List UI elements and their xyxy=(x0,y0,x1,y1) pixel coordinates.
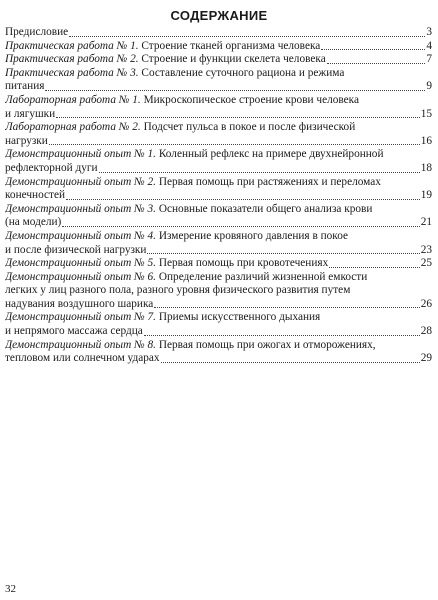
toc-entry-title: Первая помощь при кровотечениях xyxy=(156,257,329,270)
toc-entry-title: питания xyxy=(5,80,45,93)
toc-entry-title: Измерение кровяного давления в покое xyxy=(156,229,349,242)
dot-leader xyxy=(69,36,425,37)
toc-page-number: 3 xyxy=(426,26,432,38)
toc-entry-type: Демонстрационный опыт № 1. xyxy=(5,148,157,161)
toc-entry-type: Демонстрационный опыт № 2. xyxy=(5,175,157,188)
toc-entry-title: Определение различий жизненной емкости xyxy=(156,270,368,283)
toc-line xyxy=(5,40,432,54)
dot-leader xyxy=(161,362,420,363)
toc-page-number: 28 xyxy=(420,325,432,338)
toc-entry-title: (на модели) xyxy=(5,216,62,229)
toc-line xyxy=(5,257,432,271)
toc-entry-type: Демонстрационный опыт № 8. xyxy=(5,338,157,351)
toc-entry[interactable] xyxy=(5,53,432,67)
toc-page-number: 16 xyxy=(420,134,432,147)
table-of-contents xyxy=(5,26,432,366)
toc-entry[interactable] xyxy=(5,26,432,40)
toc-entry-type: Демонстрационный опыт № 6. xyxy=(5,270,157,283)
toc-line xyxy=(5,121,432,135)
toc-entry-title: Приемы искусственного дыхания xyxy=(156,311,321,324)
dot-leader xyxy=(99,172,420,173)
toc-page-number: 9 xyxy=(426,80,432,93)
toc-page-number: 29 xyxy=(420,352,432,365)
toc-entry-type: Практическая работа № 2. xyxy=(5,53,139,66)
toc-entry-title: Коленный рефлекс на примере двухнейронной xyxy=(156,148,384,161)
toc-page-number: 25 xyxy=(420,257,432,270)
page-title: СОДЕРЖАНИЕ xyxy=(170,8,268,23)
dot-leader xyxy=(62,226,419,227)
toc-line xyxy=(5,352,432,366)
dot-leader xyxy=(327,63,426,64)
toc-line xyxy=(5,230,432,244)
toc-page-number: 4 xyxy=(426,39,432,52)
toc-line xyxy=(5,135,432,149)
toc-entry-title: и непрямого массажа сердца xyxy=(5,325,143,338)
toc-page-number: 18 xyxy=(420,161,432,174)
toc-line xyxy=(5,148,432,162)
toc-line xyxy=(5,189,432,203)
dot-leader xyxy=(45,90,425,91)
toc-page-number: 21 xyxy=(420,216,432,229)
toc-entry[interactable] xyxy=(5,271,432,312)
toc-page-number: 26 xyxy=(420,297,432,310)
toc-entry-type: Демонстрационный опыт № 3. xyxy=(5,202,157,215)
toc-entry[interactable] xyxy=(5,94,432,121)
toc-line xyxy=(5,94,432,108)
toc-entry-title: конечностей xyxy=(5,189,66,202)
toc-line xyxy=(5,176,432,190)
toc-page-number: 23 xyxy=(420,243,432,256)
toc-entry-title: и после физической нагрузки xyxy=(5,243,147,256)
toc-entry[interactable] xyxy=(5,257,432,271)
toc-line xyxy=(5,203,432,217)
toc-entry-type: Демонстрационный опыт № 7. xyxy=(5,311,157,324)
toc-entry-title: нагрузки xyxy=(5,134,48,147)
toc-entry-type: Практическая работа № 3. xyxy=(5,66,139,79)
dot-leader xyxy=(56,117,419,118)
toc-entry-type: Демонстрационный опыт № 4. xyxy=(5,229,157,242)
toc-entry-title: и лягушки xyxy=(5,107,56,120)
toc-entry-type: Лабораторная работа № 1. xyxy=(5,93,141,106)
toc-entry[interactable] xyxy=(5,121,432,148)
toc-entry[interactable] xyxy=(5,176,432,203)
toc-line xyxy=(5,339,432,353)
toc-entry[interactable] xyxy=(5,339,432,366)
toc-line xyxy=(5,311,432,325)
toc-line xyxy=(5,53,432,67)
toc-line xyxy=(5,325,432,339)
toc-entry-title: Подсчет пульса в покое и после физической xyxy=(140,121,356,134)
toc-entry[interactable] xyxy=(5,311,432,338)
toc-line xyxy=(5,162,432,176)
toc-entry-type: Практическая работа № 1. xyxy=(5,39,139,52)
toc-line xyxy=(5,271,432,285)
dot-leader xyxy=(147,253,419,254)
toc-entry-title: Первая помощь при ожогах и отморожениях, xyxy=(156,338,376,351)
toc-entry[interactable] xyxy=(5,148,432,175)
toc-page-number: 15 xyxy=(420,107,432,120)
toc-line xyxy=(5,26,432,40)
toc-page-number: 19 xyxy=(420,189,432,202)
toc-line xyxy=(5,298,432,312)
toc-line xyxy=(5,244,432,258)
toc-entry-title: Первая помощь при растяжениях и переломах xyxy=(156,175,381,188)
toc-entry-type: Демонстрационный опыт № 5. xyxy=(5,257,157,270)
toc-line xyxy=(5,67,432,81)
toc-entry[interactable] xyxy=(5,40,432,54)
toc-entry-title: Составление суточного рациона и режима xyxy=(138,66,345,79)
dot-leader xyxy=(321,49,425,50)
toc-entry-type: Лабораторная работа № 2. xyxy=(5,121,141,134)
dot-leader xyxy=(329,267,419,268)
dot-leader xyxy=(49,144,420,145)
toc-line xyxy=(5,80,432,94)
page-number: 32 xyxy=(5,583,16,595)
toc-line xyxy=(5,284,432,298)
toc-entry[interactable] xyxy=(5,230,432,257)
toc-entry-title: тепловом или солнечном ударах xyxy=(5,352,160,365)
toc-entry[interactable] xyxy=(5,67,432,94)
toc-line xyxy=(5,216,432,230)
toc-entry-title: Предисловие xyxy=(5,26,69,38)
toc-entry-title: легких у лиц разного пола, разного уровня физического развития путем xyxy=(5,284,351,297)
toc-entry-title: Строение и функции скелета человека xyxy=(138,53,326,66)
toc-page-number: 7 xyxy=(426,53,432,66)
toc-entry-title: рефлекторной дуги xyxy=(5,161,98,174)
toc-entry-title: надувания воздушного шарика xyxy=(5,297,154,310)
dot-leader xyxy=(66,199,420,200)
toc-entry-title: Микроскопическое строение крови человека xyxy=(140,93,359,106)
toc-entry-title: Основные показатели общего анализа крови xyxy=(156,202,373,215)
dot-leader xyxy=(144,335,420,336)
dot-leader xyxy=(154,307,419,308)
toc-line xyxy=(5,108,432,122)
toc-entry[interactable] xyxy=(5,203,432,230)
toc-entry-title: Строение тканей организма человека xyxy=(138,39,321,52)
